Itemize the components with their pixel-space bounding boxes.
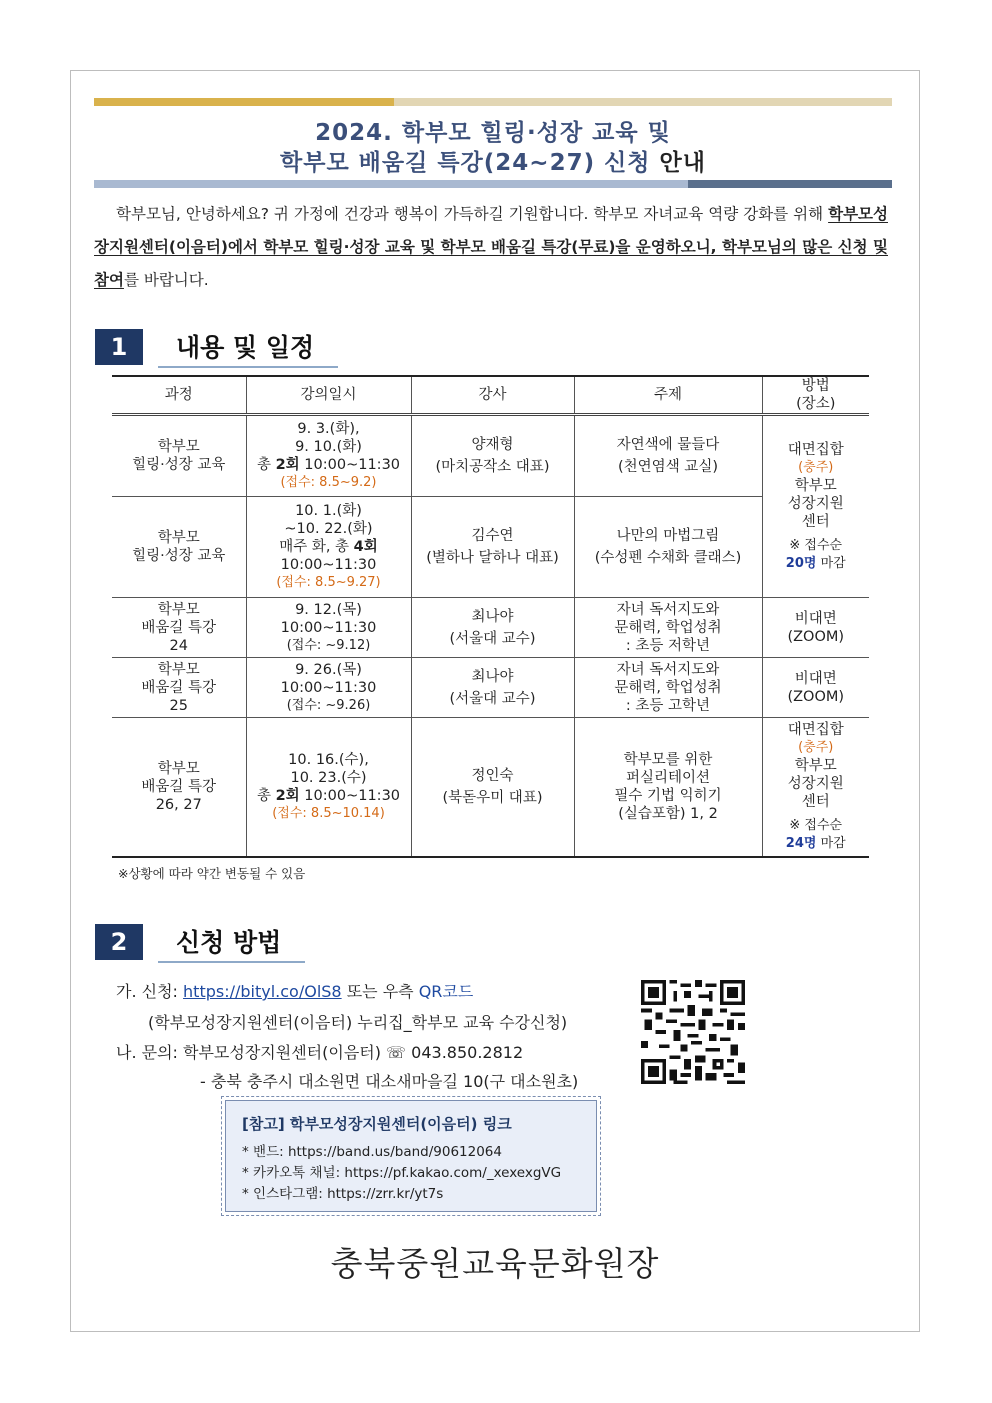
contact-line: 나. 문의: 학부모성장지원센터(이음터) ☏ 043.850.2812 (116, 1043, 524, 1062)
reference-box (221, 1096, 601, 1216)
row3-teacher: 최나야 (서울대 교수) (411, 598, 574, 658)
row3-course: 학부모 배움길 특강 24 (112, 598, 246, 658)
row4-course: 학부모 배움길 특강 25 (112, 658, 246, 718)
issuer-signature: 충북중원교육문화원장 (330, 1244, 660, 1283)
table-row (112, 658, 869, 718)
intro-paragraph (94, 198, 888, 297)
method-in-person-1: 대면집합 (충주) 학부모 성장지원 센터 ※ 접수순 20명 마감 (762, 415, 869, 598)
header-method-label: 방법 (801, 378, 830, 394)
reference-instagram-link[interactable]: * 인스타그램: https://zrr.kr/yt7s (242, 1186, 444, 1202)
row3-topic: 자녀 독서지도와 문해력, 학업성취 : 초등 저학년 (574, 598, 762, 658)
address-line: - 충북 충주시 대소원면 대소새마을길 10(구 대소원초) (200, 1072, 579, 1091)
row3-method: 비대면 (ZOOM) (762, 598, 869, 658)
schedule-table (112, 375, 869, 858)
row5-topic: 학부모를 위한 퍼실리테이션 필수 기법 익히기 (실습포함) 1, 2 (574, 718, 762, 857)
top-bar-gold (94, 98, 394, 106)
row1-teacher: 양재형 (마치공작소 대표) (411, 415, 574, 497)
schedule-note: ※상황에 따라 약간 변동될 수 있음 (118, 866, 306, 881)
qr-code-image[interactable] (640, 980, 746, 1084)
section-2-number: 2 (95, 924, 143, 960)
apply-line (116, 979, 473, 1002)
top-bar-beige (394, 98, 892, 106)
row3-date: 9. 12.(목) 10:00~11:30 (접수: ~9.12) (246, 598, 411, 658)
qr-text: QR코드 (418, 982, 474, 1001)
title-line-2-main: 학부모 배움길 특강(24~27) 신청 (280, 150, 651, 176)
method-in-person-2: 대면집합 (충주) 학부모 성장지원 센터 ※ 접수순 24명 마감 (762, 718, 869, 857)
row5-teacher: 정인숙 (북돋우미 대표) (411, 718, 574, 857)
table-row (112, 718, 869, 857)
row1-course: 학부모 힐링·성장 교육 (112, 415, 246, 497)
table-row (112, 415, 869, 497)
row4-teacher: 최나야 (서울대 교수) (411, 658, 574, 718)
bottom-bar-dark (688, 180, 892, 188)
apply-link[interactable]: https://bityl.co/OlS8 (183, 982, 342, 1001)
header-method (762, 376, 869, 415)
header-course: 과정 (112, 376, 246, 415)
row2-teacher: 김수연 (별하나 달하나 대표) (411, 497, 574, 598)
table-row (112, 497, 869, 598)
row4-method: 비대면 (ZOOM) (762, 658, 869, 718)
row4-date: 9. 26.(목) 10:00~11:30 (접수: ~9.26) (246, 658, 411, 718)
section-1-title: 내용 및 일정 (158, 328, 338, 368)
apply-sub: (학부모성장지원센터(이음터) 누리집_학부모 교육 수강신청) (148, 1013, 568, 1032)
row1-date: 9. 3.(화), 9. 10.(화) 총 2회 10:00~11:30 (접수: 8.5~9.2) (246, 415, 411, 497)
header-teacher: 강사 (411, 376, 574, 415)
header-topic: 주제 (574, 376, 762, 415)
reference-kakao-link[interactable]: * 카카오톡 채널: https://pf.kakao.com/_xexexgVG (242, 1165, 562, 1181)
section-1-number: 1 (95, 329, 143, 365)
title-line-2 (94, 144, 892, 177)
row5-date: 10. 16.(수), 10. 23.(수) 총 2회 10:00~11:30 (접수: 8.5~10.14) (246, 718, 411, 857)
intro-text-1: 학부모님, 안녕하세요? 귀 가정에 건강과 행복이 가득하길 기원합니다. 학부모 자녀교육 역량 강화를 위해 (116, 205, 829, 223)
apply-mid: 또는 우측 (341, 982, 419, 1001)
bottom-bar-light (94, 180, 688, 188)
table-header-row (112, 376, 869, 415)
row2-course: 학부모 힐링·성장 교육 (112, 497, 246, 598)
row4-topic: 자녀 독서지도와 문해력, 학업성취 : 초등 고학년 (574, 658, 762, 718)
row5-course: 학부모 배움길 특강 26, 27 (112, 718, 246, 857)
reference-band-link[interactable]: * 밴드: https://band.us/band/90612064 (242, 1144, 502, 1160)
section-2-title: 신청 방법 (158, 923, 305, 963)
title-line-2-end: 안내 (659, 150, 706, 176)
header-method-place: (장소) (796, 396, 836, 412)
row2-date: 10. 1.(화) ~10. 22.(화) 매주 화, 총 4회 10:00~11:30 (접수: 8.5~9.27) (246, 497, 411, 598)
table-row (112, 598, 869, 658)
reference-title: [참고] 학부모성장지원센터(이음터) 링크 (242, 1115, 512, 1133)
apply-label: 가. 신청: (116, 982, 184, 1001)
header-date: 강의일시 (246, 376, 411, 415)
row1-topic: 자연색에 물들다 (천연염색 교실) (574, 415, 762, 497)
row2-topic: 나만의 마법그림 (수성펜 수채화 클래스) (574, 497, 762, 598)
intro-underline: 학부모성장지원센터(이음터)에서 학부모 힐링·성장 교육 및 학부모 배움길 특강(무료)을 운영하오니, 학부모님의 많은 신청 및 참여 (94, 205, 888, 289)
intro-text-2: 를 바랍니다. (123, 271, 209, 289)
title-line-1: 2024. 학부모 힐링·성장 교육 및 (315, 120, 671, 146)
